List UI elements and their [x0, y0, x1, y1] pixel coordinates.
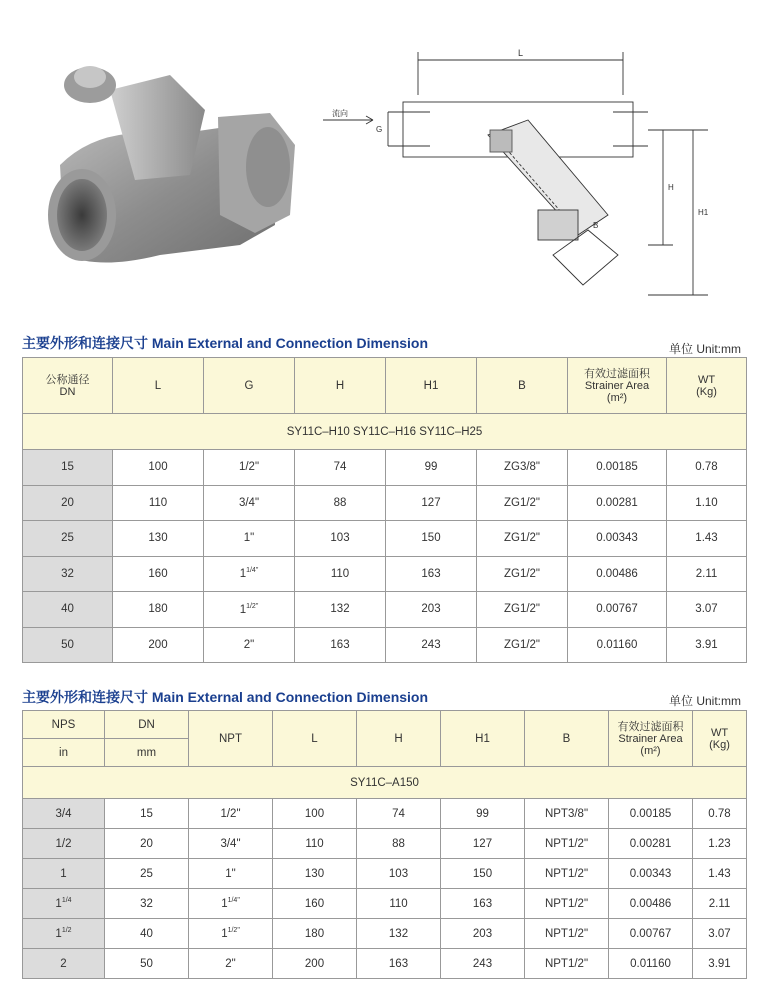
- cell-h: 132: [357, 919, 441, 949]
- cell-npt: 3/4": [189, 829, 273, 859]
- cell-b: NPT1/2": [525, 829, 609, 859]
- header-l: L: [273, 711, 357, 767]
- cell-l: 200: [113, 627, 204, 663]
- header-dn-cn: 公称通径: [45, 373, 90, 386]
- cell-l: 160: [273, 889, 357, 919]
- table2-model-row: [23, 767, 747, 799]
- model-label: SY11C–A150: [23, 767, 747, 799]
- cell-dn: 32: [105, 889, 189, 919]
- table-row: [23, 627, 747, 663]
- drawing-label-h1: H1: [698, 208, 709, 217]
- cell-h: 74: [357, 799, 441, 829]
- cell-npt: $1^{1/2"}$: [189, 919, 273, 949]
- dimension-table-1: [22, 357, 747, 663]
- table-row: [23, 889, 747, 919]
- cell-l: 180: [273, 919, 357, 949]
- header-area-unit: (m²): [606, 391, 628, 404]
- cell-wt: 0.78: [667, 450, 747, 486]
- header-area-cn: 有效过滤面积: [584, 367, 650, 380]
- table-row: [23, 949, 747, 979]
- cell-dn: 20: [23, 485, 113, 521]
- cell-nps: 1/2: [23, 829, 105, 859]
- table1-model-row: [23, 414, 747, 450]
- cell-nps: 3/4: [23, 799, 105, 829]
- cell-area: 0.00343: [568, 521, 667, 557]
- cell-b: ZG1/2": [477, 485, 568, 521]
- cell-dn: 40: [23, 592, 113, 628]
- header-h1: H1: [386, 358, 477, 414]
- table-row: [23, 592, 747, 628]
- cell-h1: 127: [386, 485, 477, 521]
- model-label: SY11C–H10 SY11C–H16 SY11C–H25: [23, 414, 747, 450]
- header-npt: NPT: [189, 711, 273, 767]
- cell-g: 1/2": [204, 450, 295, 486]
- cell-l: 130: [113, 521, 204, 557]
- cell-b: ZG1/2": [477, 592, 568, 628]
- cell-b: NPT1/2": [525, 889, 609, 919]
- cell-wt: 1.10: [667, 485, 747, 521]
- cell-l: 180: [113, 592, 204, 628]
- cell-wt: 0.78: [693, 799, 747, 829]
- cell-l: 100: [113, 450, 204, 486]
- cell-wt: 3.07: [693, 919, 747, 949]
- table-row: [23, 859, 747, 889]
- cell-wt: 1.43: [693, 859, 747, 889]
- cell-h: 103: [295, 521, 386, 557]
- cell-dn: 50: [23, 627, 113, 663]
- cell-dn: 15: [23, 450, 113, 486]
- section1-unit: 单位 Unit:mm: [668, 342, 741, 356]
- table-row: [23, 919, 747, 949]
- cell-npt: 1": [189, 859, 273, 889]
- cell-b: NPT1/2": [525, 949, 609, 979]
- header-area-unit: (m²): [640, 744, 661, 757]
- table1-header-row: [23, 358, 747, 414]
- cell-dn: 25: [23, 521, 113, 557]
- cell-b: NPT3/8": [525, 799, 609, 829]
- header-h: H: [295, 358, 386, 414]
- cell-g: $1^{1/2"}$: [204, 592, 295, 628]
- cell-wt: 2.11: [693, 889, 747, 919]
- header-wt-unit: (Kg): [696, 385, 717, 398]
- cell-h: 88: [295, 485, 386, 521]
- table2-header-row-1: [23, 711, 747, 739]
- cell-g: 1": [204, 521, 295, 557]
- cell-area: 0.01160: [568, 627, 667, 663]
- header-g: G: [204, 358, 295, 414]
- cell-dn: 20: [105, 829, 189, 859]
- cell-nps: 2: [23, 949, 105, 979]
- drawing-label-g: G: [376, 125, 383, 134]
- cell-area: 0.00767: [609, 919, 693, 949]
- cell-dn: 50: [105, 949, 189, 979]
- cell-h1: 150: [386, 521, 477, 557]
- cell-l: 110: [273, 829, 357, 859]
- section2-unit: 单位 Unit:mm: [668, 694, 741, 708]
- cell-dn: 32: [23, 556, 113, 592]
- header-wt-unit: (Kg): [709, 738, 730, 751]
- cell-area: 0.00281: [568, 485, 667, 521]
- cell-g: 3/4": [204, 485, 295, 521]
- cell-b: NPT1/2": [525, 859, 609, 889]
- header-b: B: [525, 711, 609, 767]
- cell-h: 163: [295, 627, 386, 663]
- cell-area: 0.00185: [568, 450, 667, 486]
- cell-nps: $1^{1/4}$: [23, 889, 105, 919]
- table-row: [23, 799, 747, 829]
- header-nps: NPS: [23, 711, 105, 739]
- header-h1: H1: [441, 711, 525, 767]
- drawing-label-b: B: [593, 221, 599, 230]
- cell-h1: 243: [386, 627, 477, 663]
- cell-area: 0.00185: [609, 799, 693, 829]
- cell-npt: $1^{1/4"}$: [189, 889, 273, 919]
- cell-h1: 203: [386, 592, 477, 628]
- header-area: [568, 358, 667, 414]
- cross-section-drawing: [318, 40, 748, 310]
- cell-h1: 203: [441, 919, 525, 949]
- cell-h: 88: [357, 829, 441, 859]
- drawing-label-flow: 流向: [332, 109, 348, 118]
- cell-h1: 150: [441, 859, 525, 889]
- cell-h1: 127: [441, 829, 525, 859]
- cell-area: 0.00281: [609, 829, 693, 859]
- table-row: [23, 485, 747, 521]
- cell-wt: 1.43: [667, 521, 747, 557]
- header-dn-unit: mm: [105, 739, 189, 767]
- cell-h: 74: [295, 450, 386, 486]
- header-area-en: Strainer Area: [618, 732, 683, 745]
- header-b: B: [477, 358, 568, 414]
- cell-b: NPT1/2": [525, 919, 609, 949]
- cell-b: ZG1/2": [477, 627, 568, 663]
- cell-l: 160: [113, 556, 204, 592]
- cell-l: 100: [273, 799, 357, 829]
- cell-h: 163: [357, 949, 441, 979]
- cell-wt: 3.91: [693, 949, 747, 979]
- header-wt-label: WT: [710, 726, 729, 739]
- header-area-en: Strainer Area: [584, 379, 650, 392]
- cell-h: 110: [357, 889, 441, 919]
- header-area: [609, 711, 693, 767]
- cell-l: 200: [273, 949, 357, 979]
- table-row: [23, 556, 747, 592]
- cell-b: ZG3/8": [477, 450, 568, 486]
- cell-h1: 163: [386, 556, 477, 592]
- header-wt-label: WT: [697, 373, 716, 386]
- cell-h: 103: [357, 859, 441, 889]
- drawing-label-h: H: [668, 183, 674, 192]
- dimension-table-2: [22, 710, 747, 979]
- cell-area: 0.00486: [568, 556, 667, 592]
- cell-dn: 15: [105, 799, 189, 829]
- cell-area: 0.00343: [609, 859, 693, 889]
- table-row: [23, 450, 747, 486]
- header-dn: [23, 358, 113, 414]
- header-area-cn: 有效过滤面积: [617, 720, 684, 733]
- header-h: H: [357, 711, 441, 767]
- table-row: [23, 829, 747, 859]
- drawing-label-l: L: [518, 48, 524, 58]
- header-dn-en: DN: [59, 385, 76, 398]
- cell-area: 0.00486: [609, 889, 693, 919]
- header-dn: DN: [105, 711, 189, 739]
- cell-g: $1^{1/4"}$: [204, 556, 295, 592]
- cell-nps: $1^{1/2}$: [23, 919, 105, 949]
- y-strainer-photo: [40, 55, 305, 290]
- cell-l: 130: [273, 859, 357, 889]
- header-nps-unit: in: [23, 739, 105, 767]
- cell-dn: 25: [105, 859, 189, 889]
- cell-wt: 3.91: [667, 627, 747, 663]
- cell-h1: 243: [441, 949, 525, 979]
- table-row: [23, 521, 747, 557]
- cell-g: 2": [204, 627, 295, 663]
- cell-npt: 2": [189, 949, 273, 979]
- header-l: L: [113, 358, 204, 414]
- cell-dn: 40: [105, 919, 189, 949]
- cell-h1: 99: [386, 450, 477, 486]
- cell-area: 0.01160: [609, 949, 693, 979]
- cell-wt: 1.23: [693, 829, 747, 859]
- cell-h: 132: [295, 592, 386, 628]
- cell-h1: 163: [441, 889, 525, 919]
- header-wt: [667, 358, 747, 414]
- cell-h: 110: [295, 556, 386, 592]
- cell-h1: 99: [441, 799, 525, 829]
- cell-npt: 1/2": [189, 799, 273, 829]
- cell-nps: 1: [23, 859, 105, 889]
- section1-title: 主要外形和连接尺寸 Main External and Connection Dimension: [22, 335, 429, 351]
- cell-wt: 2.11: [667, 556, 747, 592]
- cell-l: 110: [113, 485, 204, 521]
- cell-b: ZG1/2": [477, 556, 568, 592]
- header-wt: [693, 711, 747, 767]
- section2-title: 主要外形和连接尺寸 Main External and Connection Dimension: [22, 689, 429, 705]
- cell-b: ZG1/2": [477, 521, 568, 557]
- cell-wt: 3.07: [667, 592, 747, 628]
- cell-area: 0.00767: [568, 592, 667, 628]
